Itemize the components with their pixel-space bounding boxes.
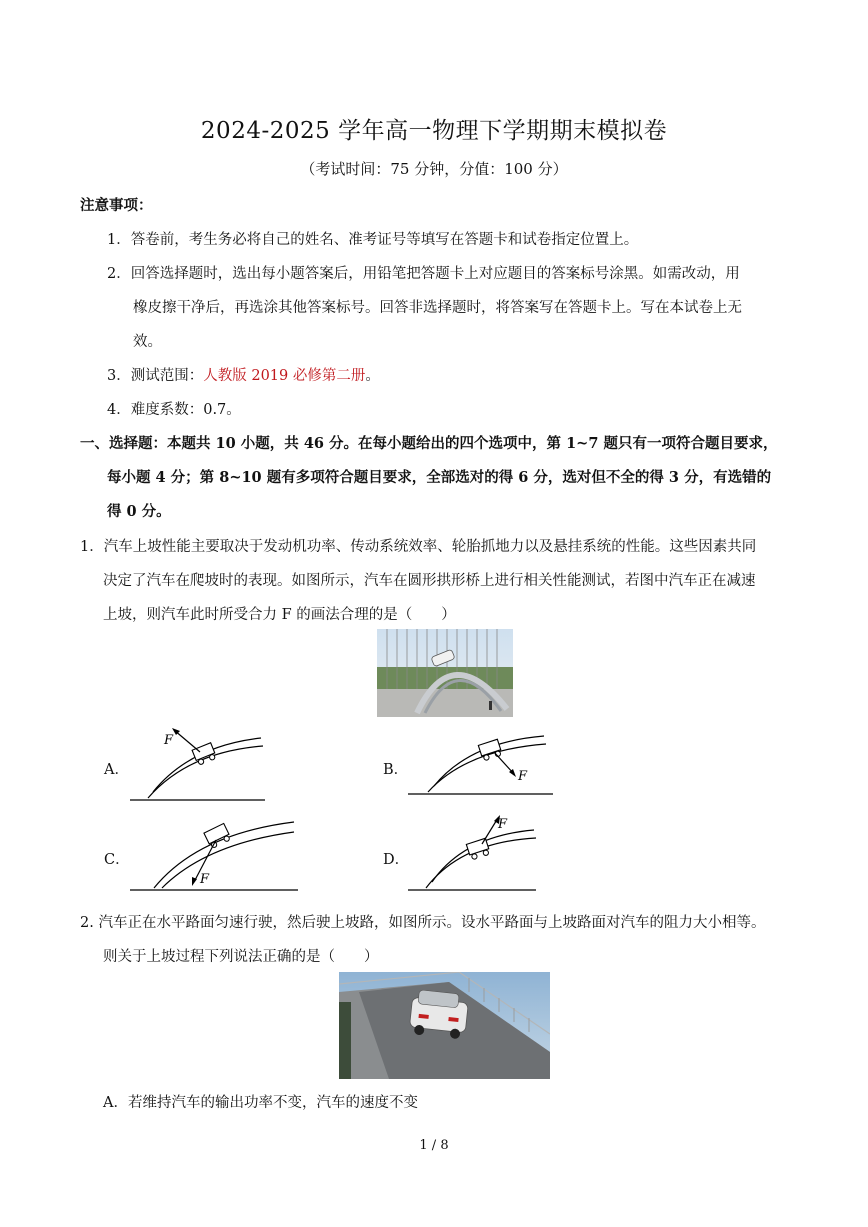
section-heading-line2: 每小题 4 分；第 8~10 题有多项符合题目要求，全部选对的得 6 分，选对但不全的得 3 分，有选错的 [107, 469, 772, 486]
note-item-1: 1．答卷前，考生务必将自己的姓名、准考证号等填写在答题卡和试卷指定位置上。 [107, 232, 639, 248]
note-item-2-line3: 效。 [133, 334, 162, 350]
q1-option-a-label: A． [104, 762, 129, 778]
note-item-4: 4．难度系数：0.7。 [107, 402, 241, 418]
q1-stem-line1: 1．汽车上坡性能主要取决于发动机功率、传动系统效率、轮胎抓地力以及悬挂系统的性能。这些因素共同 [80, 539, 757, 555]
page-title: 2024-2025 学年高一物理下学期期末模拟卷 [200, 118, 668, 144]
notes-heading: 注意事项： [80, 197, 153, 214]
q1-option-c-label: C． [104, 852, 130, 868]
section-heading-line3: 得 0 分。 [107, 503, 171, 520]
section-heading-line1: 一、选择题：本题共 10 小题，共 46 分。在每小题给出的四个选项中，第 1~7 题只有一项符合题目要求， [80, 435, 778, 452]
force-label: F [164, 733, 174, 748]
q2-option-a: A．若维持汽车的输出功率不变，汽车的速度不变 [103, 1095, 418, 1111]
page-number: 1 / 8 [419, 1138, 449, 1153]
q2-stem-line1: 2. 汽车正在水平路面匀速行驶，然后驶上坡路，如图所示。设水平路面与上坡路面对汽车的阻力大小相等。 [80, 915, 766, 931]
force-label: F [518, 769, 528, 784]
note-item-3: 3．测试范围：人教版 2019 必修第二册。 [107, 368, 380, 384]
q1-stem-line3: 上坡，则汽车此时所受合力 F 的画法合理的是（ ） [103, 607, 456, 623]
q2-photo-car-on-ramp [339, 972, 550, 1079]
note-item-2-line1: 2．回答选择题时，选出每小题答案后，用铅笔把答题卡上对应题目的答案标号涂黑。如需改动，用 [107, 266, 740, 282]
q1-stem-line2: 决定了汽车在爬坡时的表现。如图所示，汽车在圆形拱形桥上进行相关性能测试，若图中汽车正在减速 [103, 573, 756, 589]
q1-option-d-diagram [406, 812, 540, 894]
q1-option-b-diagram [406, 730, 556, 800]
force-label: F [200, 872, 210, 887]
q1-photo-arch-bridge [377, 629, 513, 717]
test-scope: 人教版 2019 必修第二册 [203, 368, 366, 384]
q1-option-c-diagram [128, 812, 300, 894]
q2-stem-line2: 则关于上坡过程下列说法正确的是（ ） [103, 949, 379, 965]
force-label: F [498, 817, 508, 832]
q1-option-d-label: D． [383, 852, 410, 868]
note-item-2-line2: 橡皮擦干净后，再选涂其他答案标号。回答非选择题时，将答案写在答题卡上。写在本试卷上无 [133, 300, 742, 316]
q1-option-b-label: B． [383, 762, 409, 778]
q1-option-a-diagram [128, 722, 268, 804]
exam-info: （考试时间：75 分钟，分值：100 分） [300, 160, 568, 178]
